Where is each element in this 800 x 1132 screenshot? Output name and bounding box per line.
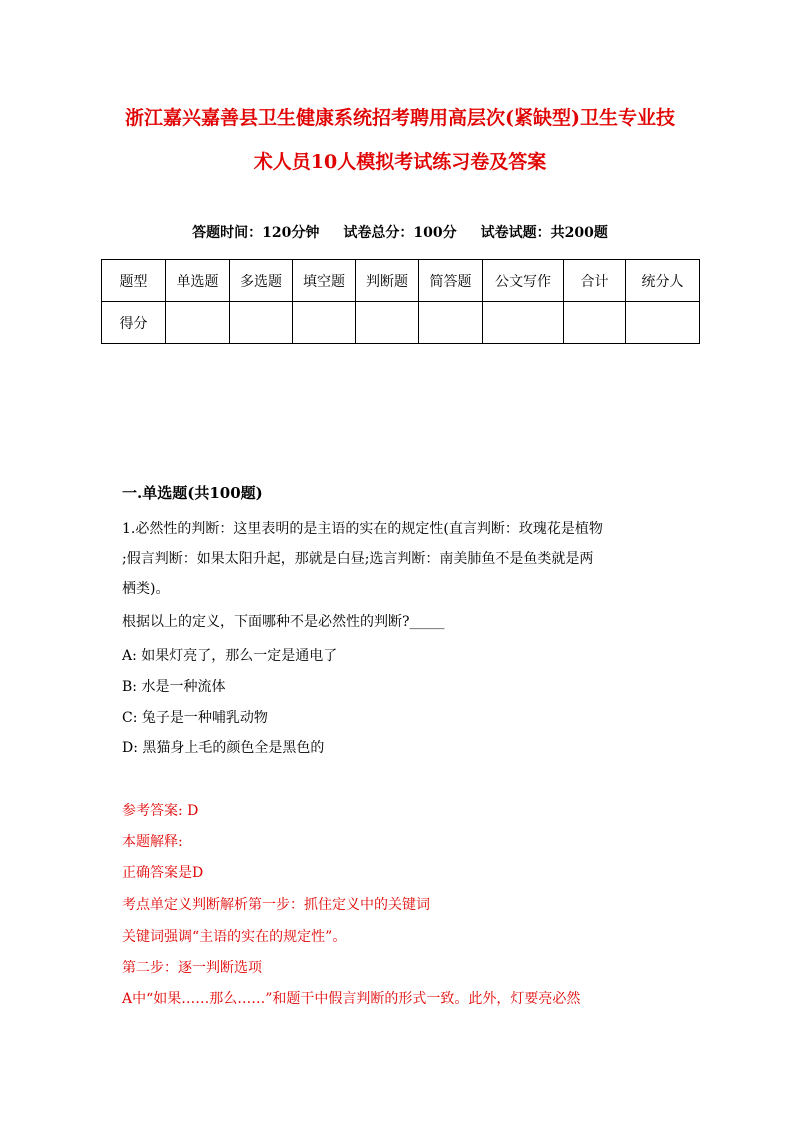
reference-answer: 参考答案: D (122, 803, 199, 819)
score-table-header: 多选题 (230, 260, 293, 302)
option-b: B: 水是一种流体 (122, 679, 226, 695)
score-cell (626, 302, 700, 344)
option-c: C: 兔子是一种哺乳动物 (122, 710, 268, 726)
score-table-header: 统分人 (626, 260, 700, 302)
score-table-header: 简答题 (419, 260, 483, 302)
explanation-line: 关键词强调“主语的实在的规定性”。 (122, 929, 347, 945)
exam-question-count: 试卷试题：共200题 (480, 225, 608, 241)
score-table-header-row (102, 260, 700, 302)
explanation-line: 第二步：逐一判断选项 (122, 960, 262, 976)
explanation-line: A中“如果……那么……”和题干中假言判断的形式一致。此外，灯要亮必然 (122, 991, 581, 1007)
document-title-line-2: 术人员10人模拟考试练习卷及答案 (253, 151, 547, 173)
question-stem-line: 1.必然性的判断：这里表明的是主语的实在的规定性(直言判断：玫瑰花是植物 (122, 521, 603, 537)
score-table-header: 判断题 (356, 260, 419, 302)
score-cell (564, 302, 626, 344)
score-cell (483, 302, 564, 344)
score-table-header: 合计 (564, 260, 626, 302)
score-table-header: 填空题 (293, 260, 356, 302)
score-cell (230, 302, 293, 344)
explanation-line: 正确答案是D (122, 865, 204, 881)
section-title: 一.单选题(共100题) (122, 484, 263, 502)
question-stem-line: ;假言判断：如果太阳升起，那就是白昼;选言判断：南美肺鱼不是鱼类就是两 (122, 551, 594, 567)
score-cell (356, 302, 419, 344)
score-cell (166, 302, 230, 344)
explanation-heading: 本题解释: (122, 834, 183, 850)
score-table-header: 公文写作 (483, 260, 564, 302)
score-table-header: 题型 (102, 260, 166, 302)
question-prompt: 根据以上的定义，下面哪种不是必然性的判断?_____ (122, 614, 445, 630)
exam-time: 答题时间：120分钟 (192, 225, 320, 241)
exam-meta (0, 222, 800, 242)
explanation-line: 考点单定义判断解析第一步：抓住定义中的关键词 (122, 897, 430, 913)
score-table (101, 259, 700, 344)
score-table-header: 单选题 (166, 260, 230, 302)
option-d: D: 黑猫身上毛的颜色全是黑色的 (122, 740, 325, 756)
exam-total-score: 试卷总分：100分 (343, 225, 457, 241)
question-stem-line: 栖类)。 (122, 581, 170, 597)
score-row-label: 得分 (102, 302, 166, 344)
document-title-line-1: 浙江嘉兴嘉善县卫生健康系统招考聘用高层次(紧缺型)卫生专业技 (125, 107, 675, 129)
score-cell (293, 302, 356, 344)
option-a: A: 如果灯亮了，那么一定是通电了 (122, 648, 338, 664)
score-cell (419, 302, 483, 344)
score-table-score-row (102, 302, 700, 344)
